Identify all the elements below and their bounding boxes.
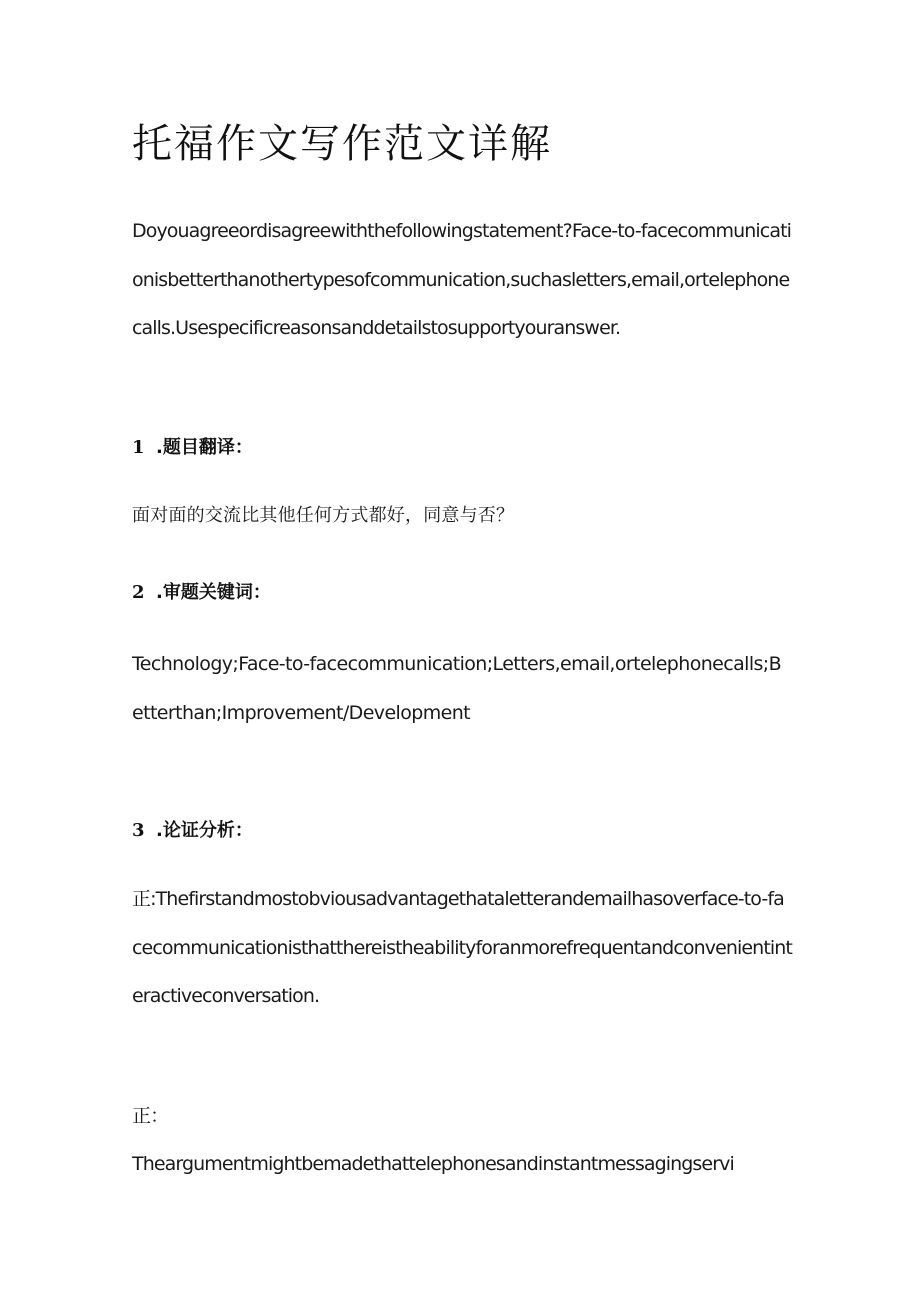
document-title: 托福作文写作范文详解 <box>132 121 552 167</box>
argument-2-label: 正： <box>132 1105 169 1127</box>
section-heading-analysis <box>132 817 253 845</box>
essay-question: Doyouagreeordisagreewiththefollowingstatement?Face-to-facecommunicationisbetterthanothertypesofcommunication,suchasletters,email,ortelephonecalls.Usespecificreasonsanddetailstosupportyouranswer. <box>132 220 792 339</box>
section-number: 3 <box>132 820 145 841</box>
section-heading-text: .审题关键词： <box>156 582 271 603</box>
section-heading-text: .论证分析： <box>156 820 253 841</box>
section-heading-keywords <box>132 579 271 607</box>
section-number: 1 <box>132 437 145 458</box>
question-translation: 面对面的交流比其他任何方式都好，同意与否？ <box>132 505 515 526</box>
section-heading-translation <box>132 434 253 462</box>
section-heading-text: .题目翻译： <box>156 437 253 458</box>
argument-paragraph-1: 正:Thefirstandmostobviousadvantagethataletterandemailhasoverface-to-facecommunicationisthatthereistheabilityforanmorefrequentandconvenientinteractiveconversation. <box>132 888 792 1007</box>
keywords-text: Technology;Face-to-facecommunication;Letters,email,ortelephonecalls;Betterthan;Improvement/Development <box>132 653 782 724</box>
argument-paragraph-2: Theargumentmightbemadethattelephonesandinstantmessagingservi <box>132 1153 734 1175</box>
section-number: 2 <box>132 582 145 603</box>
